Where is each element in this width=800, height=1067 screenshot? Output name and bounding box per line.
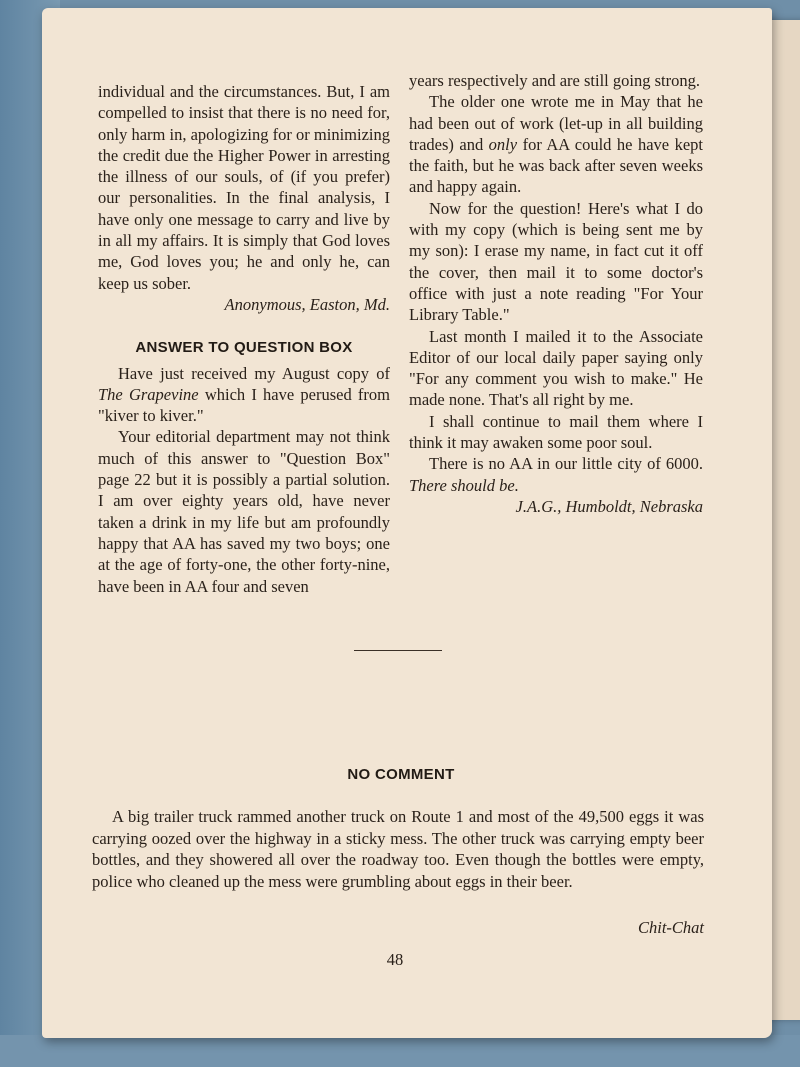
right-para-6: There is no AA in our little city of 6000. There should be. xyxy=(409,454,703,495)
magazine-title: The Grapevine xyxy=(98,384,199,404)
left-para-2: Have just received my August copy of The Grapevine which I have perused from "kiver to kiver." xyxy=(98,363,390,426)
right-para-1: years respectively and are still going strong. xyxy=(409,71,700,90)
left-para-3: Your editorial department may not think much of this answer to "Question Box" page 22 but it is possibly a partial solution. I am over eighty years old, have never taken a drink in my life but am profoundly happy that AA has saved my two boys; one at the age of forty-one, the other forty-nine, have been in AA four and seven xyxy=(98,427,390,596)
heading-answer-to-question-box: ANSWER TO QUESTION BOX xyxy=(135,339,353,357)
no-comment-source: Chit-Chat xyxy=(637,918,704,937)
left-para-1: individual and the circumstances. But, I am compelled to insist that there is no need for, only harm in, apologizing for or minimizing the credit due the Higher Power in arresting the illness of our souls, of (if you prefer) our personalities. In the final analysis, I have only one message to carry and live by in all my affairs. It is simply that God loves me, God loves you; he and only he, can keep us sober. xyxy=(98,82,390,293)
right-para-3: Now for the question! Here's what I do with my copy (which is being sent me by my son): I erase my name, in fact cut it off the cover, then mail it to some doctor's office with just a note reading "For Your Library Table." xyxy=(409,198,703,325)
right-para-5: I shall continue to mail them where I think it may awaken some poor soul. xyxy=(409,411,703,453)
signature-anonymous: Anonymous, Easton, Md. xyxy=(224,294,390,314)
adjacent-page-edge xyxy=(768,20,800,1020)
heading-no-comment: NO COMMENT xyxy=(347,766,455,783)
right-para-4: Last month I mailed it to the Associate Editor of our local daily paper saying only "For any comment you wish to make." He made none. That's all right by me. xyxy=(409,326,703,410)
page-number: 48 xyxy=(386,950,404,969)
background-surface-bottom xyxy=(0,1035,800,1067)
left-column xyxy=(98,81,390,597)
right-para-2: The older one wrote me in May that he had been out of work (let-up in all building trades) and only for AA could he have kept the faith, but he was back after seven weeks and happy again. xyxy=(409,92,703,197)
right-column xyxy=(409,70,703,517)
no-comment-body: A big trailer truck rammed another truck on Route 1 and most of the 49,500 eggs it was carrying oozed over the highway in a sticky mess. The other truck was carrying empty beer bottles, and they showered all over the roadway too. Even though the bottles were empty, police who cleaned up the mess were grumbling about eggs in their beer. xyxy=(92,807,704,892)
signature-jag: J.A.G., Humboldt, Nebraska xyxy=(515,496,703,516)
section-divider xyxy=(354,650,442,651)
